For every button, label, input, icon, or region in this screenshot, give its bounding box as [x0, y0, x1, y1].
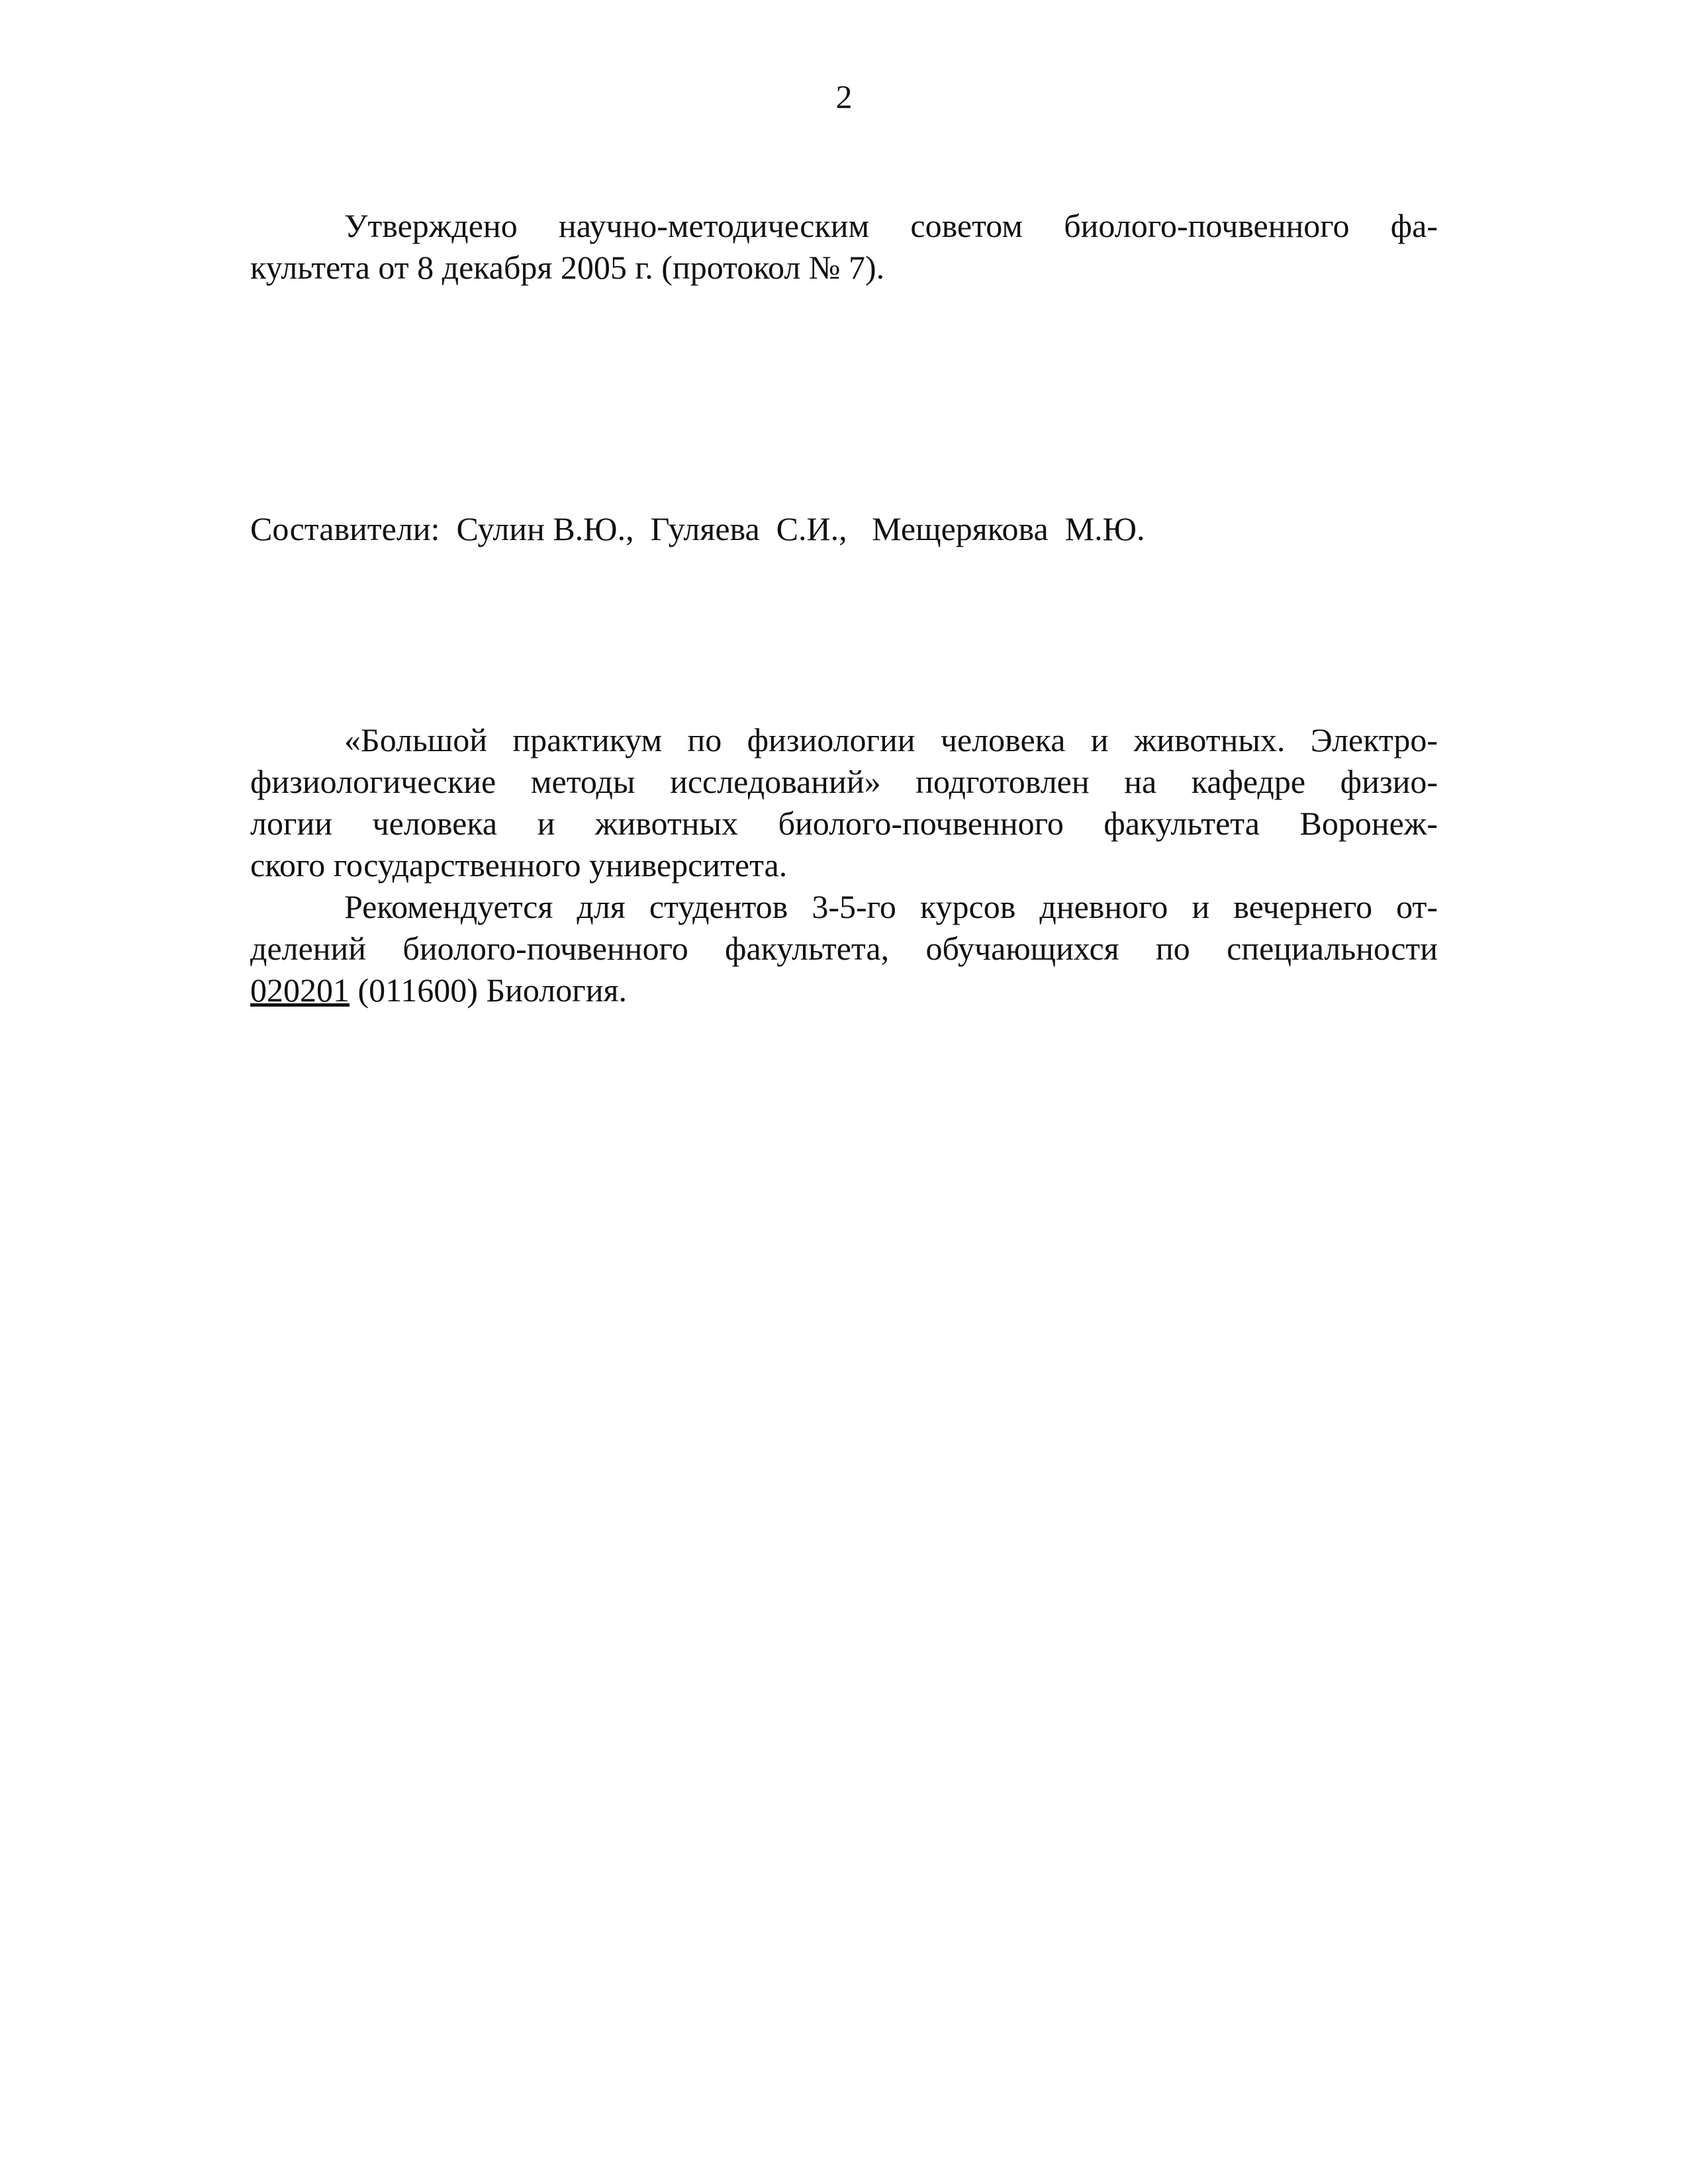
- description-section: [250, 719, 1438, 1011]
- description-paragraph-1: [250, 719, 1438, 886]
- description-p1-line-4: ского государственного университета.: [250, 846, 788, 884]
- description-p1-line-3: логии человека и животных биолого-почвенного факультета Воронеж-: [250, 805, 1438, 842]
- approval-line-1: Утверждено научно-методическим советом биолого-почвенного фа-: [344, 207, 1438, 244]
- description-p1-line-1: «Большой практикум по физиологии человека и животных. Электро-: [344, 721, 1438, 758]
- approval-line-2: культета от 8 декабря 2005 г. (протокол № 7).: [250, 249, 885, 286]
- description-p2-line-3: [250, 970, 1438, 1011]
- description-p2-line-2: делений биолого-почвенного факультета, обучающихся по специальности: [250, 930, 1438, 967]
- approval-paragraph: [250, 205, 1438, 289]
- specialty-name: (011600) Биология.: [350, 972, 627, 1009]
- description-paragraph-2: [250, 886, 1438, 1011]
- page-number: 2: [835, 78, 853, 115]
- description-p1-line-2: физиологические методы исследований» подготовлен на кафедре физио-: [250, 763, 1438, 800]
- specialty-code: 020201: [250, 972, 350, 1009]
- authors-line: Составители: Сулин В.Ю., Гуляева С.И., Мещерякова М.Ю.: [250, 510, 1145, 547]
- description-p2-line-1: Рекомендуется для студентов 3-5-го курсов дневного и вечернего от-: [344, 888, 1438, 925]
